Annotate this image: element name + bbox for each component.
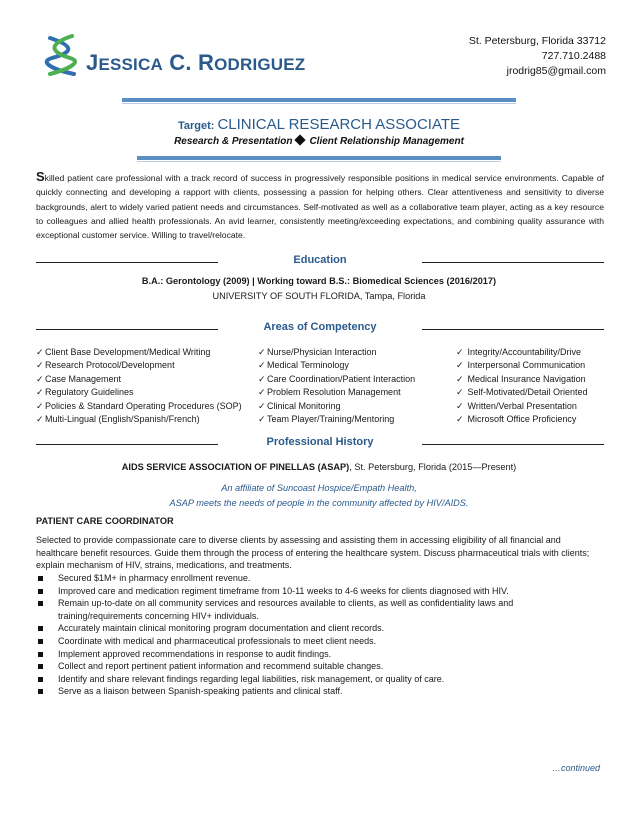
- employer-name: AIDS SERVICE ASSOCIATION OF PINELLAS (ASAP): [121, 462, 350, 472]
- list-item: Secured $1M+ in pharmacy enrollment revenue.: [36, 572, 596, 585]
- competency-label: Policies & Standard Operating Procedures (SOP): [45, 400, 242, 411]
- job-description: Selected to provide compassionate care to diverse clients by assessing and assisting them in accessing eligibility of all financial and healthcare benefit resources. Guide them through the process of entering the healthcare system. Discuss pharmaceutical trials with clients; explain mechanism of HIV, strains, medications, and treatments.: [36, 535, 590, 571]
- check-icon: ✓: [36, 387, 44, 398]
- section-rule-right: [422, 262, 604, 263]
- competency-item: [258, 373, 458, 386]
- check-icon: ✓: [258, 360, 266, 371]
- subtitle-right: Client Relationship Management: [309, 136, 464, 147]
- target-line: [0, 116, 638, 133]
- check-icon: ✓: [258, 414, 266, 425]
- competency-item: [456, 400, 616, 413]
- section-title: Professional History: [266, 436, 374, 448]
- competency-item: [456, 373, 616, 386]
- section-rule-right: [422, 329, 604, 330]
- achievement-list: [36, 572, 596, 698]
- competency-label: Self-Motivated/Detail Oriented: [467, 387, 588, 398]
- address: St. Petersburg, Florida 33712: [468, 35, 606, 47]
- competency-label: Team Player/Training/Mentoring: [267, 414, 395, 425]
- competency-item: [258, 359, 458, 372]
- section-education: [36, 254, 604, 270]
- competency-item: [36, 413, 256, 426]
- competency-item: [456, 359, 616, 372]
- summary-drop-cap: S: [36, 169, 45, 184]
- contact-block: [469, 34, 606, 79]
- diamond-icon: [295, 134, 306, 145]
- check-icon: ✓: [456, 387, 464, 398]
- name-middle: C.: [169, 50, 192, 75]
- competency-item: [258, 400, 458, 413]
- competency-label: Regulatory Guidelines: [45, 387, 134, 398]
- name-last-initial: R: [197, 50, 215, 75]
- subtitle-left: Research & Presentation: [174, 136, 293, 147]
- competency-label: Problem Resolution Management: [267, 387, 401, 398]
- competency-label: Medical Terminology: [267, 360, 349, 371]
- name-first-initial: J: [86, 50, 99, 75]
- competency-item: [258, 386, 458, 399]
- competency-item: [36, 373, 256, 386]
- check-icon: ✓: [456, 400, 464, 411]
- section-history: [36, 436, 604, 452]
- employer-affiliation: [0, 481, 638, 511]
- education-degrees: B.A.: Gerontology (2009) | Working toward B.S.: Biomedical Sciences (2016/2017): [141, 276, 497, 286]
- competency-label: Integrity/Accountability/Drive: [467, 347, 582, 357]
- divider-bar: [122, 98, 516, 102]
- competency-item: [456, 346, 616, 359]
- competency-column-1: [36, 346, 256, 426]
- list-item: Collect and report pertinent patient information and recommend suitable changes.: [36, 660, 596, 673]
- check-icon: ✓: [456, 360, 464, 371]
- section-competency: [36, 321, 604, 337]
- employer-line: [0, 462, 638, 472]
- affiliation-line-1: An affiliate of Suncoast Hospice/Empath Health,: [221, 483, 417, 493]
- check-icon: ✓: [36, 360, 44, 371]
- name-last-rest: ODRIGUEZ: [214, 55, 306, 74]
- competency-column-3: [456, 346, 616, 426]
- competency-item: [456, 413, 616, 426]
- phone: 727.710.2488: [541, 50, 606, 62]
- list-item: Remain up-to-date on all community services and resources available to clients, as well as confidentiality laws and training/requirements concerning HIV+ individuals.: [36, 597, 596, 622]
- candidate-name: [86, 50, 305, 76]
- competency-item: [36, 386, 256, 399]
- check-icon: ✓: [258, 347, 266, 357]
- competency-label: Research Protocol/Development: [45, 360, 175, 371]
- affiliation-line-2: ASAP meets the needs of people in the community affected by HIV/AIDS.: [169, 498, 469, 508]
- competency-label: Medical Insurance Navigation: [467, 373, 586, 384]
- list-item: Improved care and medication regiment timeframe from 10-11 weeks to 4-6 weeks for clients diagnosed with HIV.: [36, 585, 596, 598]
- section-rule-right: [422, 444, 604, 445]
- section-title: Areas of Competency: [263, 321, 377, 333]
- list-item: Accurately maintain clinical monitoring program documentation and client records.: [36, 622, 596, 635]
- job-title: PATIENT CARE COORDINATOR: [36, 516, 174, 526]
- divider-bar-shadow: [122, 103, 516, 104]
- competency-label: Multi-Lingual (English/Spanish/French): [45, 414, 200, 425]
- summary-text: killed patient care professional with a track record of success in progressively responsible positions in medical service environments. Capable of quickly connecting and developing a rapport with clients, possessing a passion for helping others. Clear attentiveness and sensitivity to diverse backgrounds, alert to widely varied patient needs and circumstances. Self-motivated as well as a collaborative team player, acting as a key resource to colleagues and allied health professionals. An avid learner, consistently meeting/exceeding expectations, and combining quality assurance with exceptional customer service. Willing to travel/relocate.: [36, 173, 604, 241]
- competency-item: [36, 359, 256, 372]
- competency-item: [258, 413, 458, 426]
- list-item: Coordinate with medical and pharmaceutical professionals to meet client needs.: [36, 635, 596, 648]
- competency-label: Interpersonal Communication: [467, 360, 586, 371]
- check-icon: ✓: [456, 414, 464, 425]
- target-role: CLINICAL RESEARCH ASSOCIATE: [217, 116, 461, 133]
- competency-label: Nurse/Physician Interaction: [267, 347, 377, 357]
- check-icon: ✓: [36, 414, 44, 425]
- education-school: UNIVERSITY OF SOUTH FLORIDA, Tampa, Florida: [212, 291, 426, 301]
- competency-label: Clinical Monitoring: [267, 400, 341, 411]
- divider-bar: [137, 156, 501, 160]
- list-item: Implement approved recommendations in response to audit findings.: [36, 648, 596, 661]
- target-subtitle: [0, 136, 638, 147]
- competency-column-2: [258, 346, 458, 426]
- summary-paragraph: [36, 170, 604, 242]
- competency-item: [36, 346, 256, 359]
- competency-label: Care Coordination/Patient Interaction: [267, 373, 416, 384]
- check-icon: ✓: [258, 400, 266, 411]
- competency-label: Microsoft Office Proficiency: [467, 414, 577, 425]
- competency-label: Written/Verbal Presentation: [467, 400, 577, 411]
- competency-item: [36, 400, 256, 413]
- employer-location: , St. Petersburg, Florida (2015—Present): [349, 462, 517, 472]
- list-item: Identify and share relevant findings regarding legal liabilities, risk management, or quality of care.: [36, 673, 596, 686]
- target-label: Target:: [177, 120, 215, 132]
- list-item: Serve as a liaison between Spanish-speaking patients and clinical staff.: [36, 685, 596, 698]
- continued-note: …continued: [551, 763, 600, 773]
- name-first-rest: ESSICA: [98, 55, 163, 74]
- check-icon: ✓: [36, 373, 44, 384]
- check-icon: ✓: [258, 373, 266, 384]
- check-icon: ✓: [36, 347, 44, 357]
- check-icon: ✓: [456, 347, 464, 357]
- divider-bar-shadow: [137, 161, 501, 162]
- competency-item: [456, 386, 616, 399]
- competency-item: [258, 346, 458, 359]
- competency-label: Case Management: [45, 373, 122, 384]
- check-icon: ✓: [456, 373, 464, 384]
- dna-logo-icon: [44, 34, 80, 76]
- check-icon: ✓: [36, 400, 44, 411]
- check-icon: ✓: [258, 387, 266, 398]
- competency-label: Client Base Development/Medical Writing: [45, 347, 211, 357]
- section-title: Education: [293, 254, 347, 266]
- email: jrodrig85@gmail.com: [506, 65, 606, 77]
